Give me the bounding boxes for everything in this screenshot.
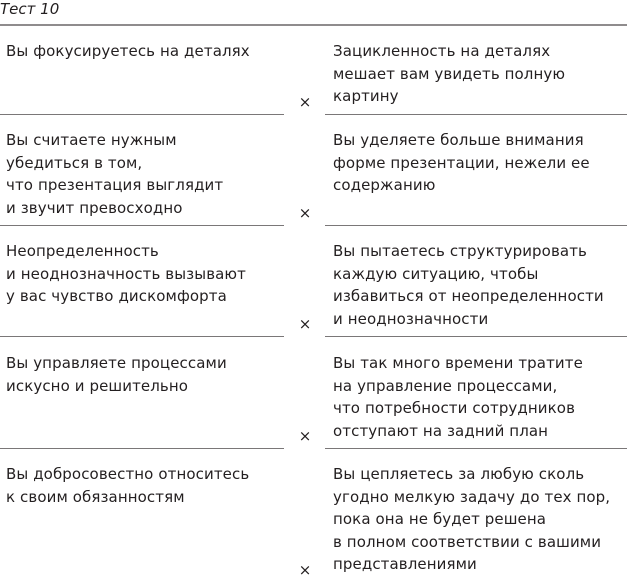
cross-icon: × [298,561,312,579]
row-divider-right [325,448,627,449]
row-divider-left [0,336,284,337]
header-divider [0,24,627,26]
strength-text: Неопределенность и неоднозначность вызывают у вас чувство дискомфорта [6,242,246,305]
weakness-text: Вы цепляетесь за любую сколь угодно мелкую задачу до тех пор, пока она не будет решена в полном соответствии с вашими представлениями [333,465,611,573]
row-divider-right [325,336,627,337]
test-title: Тест 10 [0,0,60,18]
cross-icon: × [298,427,312,445]
row-divider-left [0,114,284,115]
strength-text: Вы фокусируетесь на деталях [6,42,250,60]
row-divider-left [0,448,284,449]
strength-text: Вы считаете нужным убедиться в том, что презентация выглядит и звучит превосходно [6,131,224,217]
strength-text: Вы добросовестно относитесь к своим обязанностям [6,465,250,506]
cross-icon: × [298,93,312,111]
row-divider-right [325,114,627,115]
weakness-text: Вы уделяете больше внимания форме презентации, нежели ее содержанию [333,131,590,194]
row-divider-right [325,225,627,226]
weakness-text: Вы пытаетесь структурировать каждую ситуацию, чтобы избавиться от неопределенности и неоднозначности [333,242,604,328]
cross-icon: × [298,204,312,222]
weakness-text: Вы так много времени тратите на управление процессами, что потребности сотрудников отступают на задний план [333,354,583,440]
weakness-text: Зацикленность на деталях мешает вам увидеть полную картину [333,42,566,105]
cross-icon: × [298,315,312,333]
row-divider-left [0,225,284,226]
strength-text: Вы управляете процессами искусно и решительно [6,354,227,395]
